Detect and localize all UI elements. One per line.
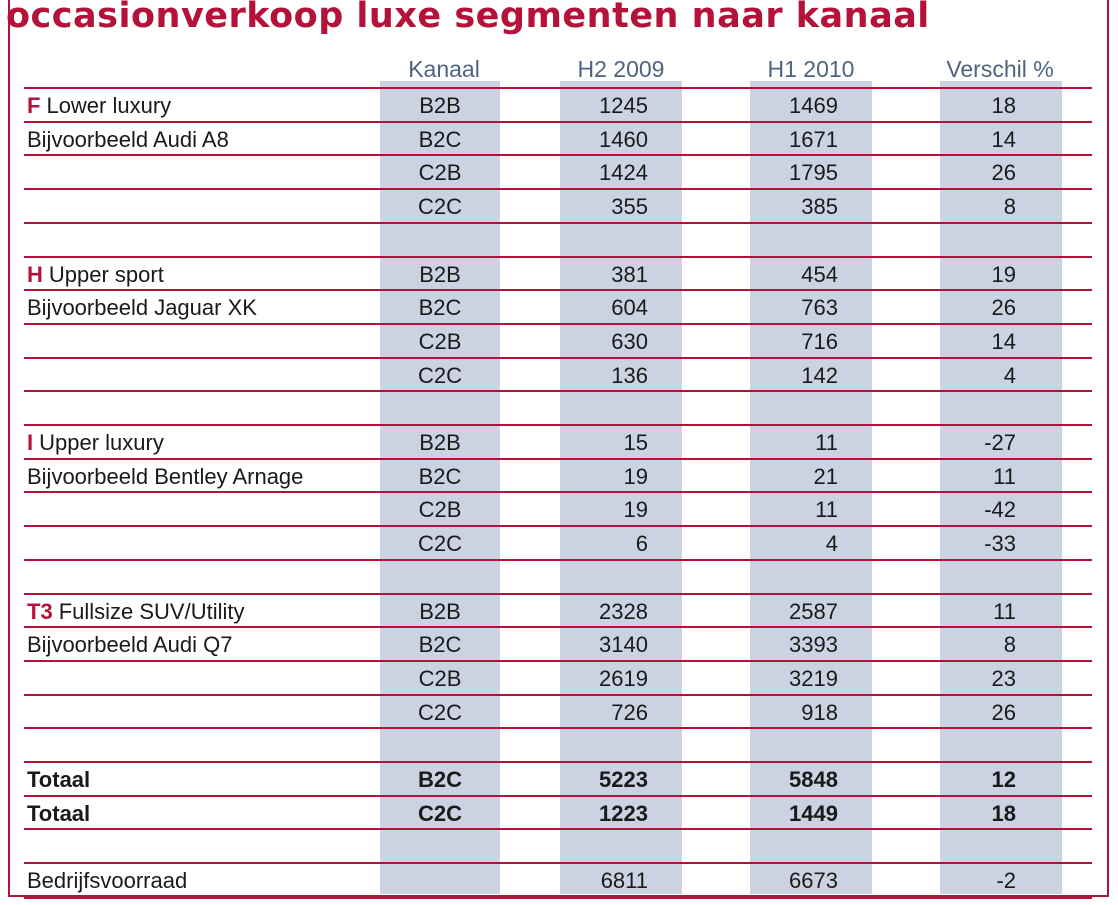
kanaal-cell: B2C [418, 295, 462, 320]
row-label: Upper sport [48, 262, 164, 287]
h2-2009-cell: 19 [623, 464, 648, 489]
table-row [24, 87, 1092, 122]
h2-2009-cell: 2619 [599, 666, 648, 691]
verschil-cell: 8 [1003, 194, 1016, 219]
row-label: Totaal [27, 767, 91, 792]
table-row [24, 491, 1092, 526]
table-row [24, 256, 1092, 291]
segment-code: I [27, 430, 34, 455]
table-row [24, 593, 1092, 628]
kanaal-cell: B2B [419, 599, 461, 624]
kanaal-cell: C2B [418, 160, 462, 185]
table-row [24, 761, 1092, 796]
h2-2009-cell: 630 [611, 329, 648, 354]
kanaal-cell: B2C [418, 127, 462, 152]
h1-2010-cell: 21 [813, 464, 838, 489]
kanaal-cell: C2B [418, 666, 462, 691]
table-row [24, 424, 1092, 459]
table-row [24, 727, 1092, 762]
table-row [24, 458, 1092, 493]
h2-2009-cell: 1424 [599, 160, 648, 185]
row-label: Bijvoorbeeld Audi Q7 [27, 632, 233, 657]
segment-code: T3 [27, 599, 53, 624]
h1-2010-cell: 1449 [789, 801, 838, 826]
h2-2009-cell: 6 [635, 531, 648, 556]
verschil-cell: -27 [984, 430, 1016, 455]
verschil-cell: -33 [984, 531, 1016, 556]
table-row [24, 525, 1092, 560]
h2-2009-cell: 726 [611, 700, 648, 725]
verschil-cell: -42 [984, 497, 1016, 522]
verschil-cell: 19 [991, 262, 1016, 287]
table-row [24, 222, 1092, 257]
h1-2010-cell: 763 [801, 295, 838, 320]
verschil-cell: 11 [993, 464, 1016, 489]
kanaal-cell: B2C [417, 767, 462, 792]
table-row [24, 390, 1092, 425]
verschil-cell: 8 [1003, 632, 1016, 657]
table-row [24, 323, 1092, 358]
h1-2010-cell: 1671 [789, 127, 838, 152]
row-label: Totaal [27, 801, 91, 826]
h1-2010-cell: 918 [801, 700, 838, 725]
h1-2010-cell: 385 [801, 194, 838, 219]
table-row [24, 694, 1092, 729]
h2-2009-cell: 604 [611, 295, 648, 320]
h1-2010-cell: 1795 [789, 160, 838, 185]
h2-2009-cell: 1245 [599, 93, 648, 118]
h1-2010-cell: 4 [825, 531, 838, 556]
row-label: Fullsize SUV/Utility [58, 599, 245, 624]
row-label-cell [27, 293, 257, 323]
table-row [24, 559, 1092, 594]
kanaal-cell: B2B [419, 430, 461, 455]
h2-2009-cell: 381 [611, 262, 648, 287]
row-label-cell [27, 91, 171, 121]
row-label-cell [27, 260, 164, 290]
kanaal-cell: C2C [417, 363, 462, 388]
verschil-cell: 26 [991, 295, 1016, 320]
table-row [24, 795, 1092, 830]
verschil-cell: 26 [991, 700, 1016, 725]
row-label-cell [27, 462, 303, 492]
h1-2010-cell: 5848 [789, 767, 838, 792]
row-label-cell [27, 765, 90, 795]
row-label: Bijvoorbeeld Audi A8 [27, 127, 229, 152]
h1-2010-cell: 3219 [789, 666, 838, 691]
h1-2010-cell: 142 [801, 363, 838, 388]
h1-2010-cell: 454 [801, 262, 838, 287]
kanaal-cell: C2C [417, 194, 462, 219]
verschil-cell: 26 [991, 160, 1016, 185]
table-row [24, 862, 1092, 899]
h2-2009-cell: 6811 [600, 868, 648, 893]
h1-2010-cell: 11 [815, 430, 838, 455]
h2-2009-cell: 136 [611, 363, 648, 388]
row-label-cell [27, 428, 164, 458]
kanaal-cell: C2B [418, 497, 462, 522]
segment-code: H [27, 262, 43, 287]
table-row [24, 660, 1092, 695]
table-row [24, 626, 1092, 661]
table-row [24, 121, 1092, 156]
verschil-cell: 14 [991, 329, 1016, 354]
row-label: Bijvoorbeeld Bentley Arnage [27, 464, 304, 489]
kanaal-cell: C2C [417, 801, 462, 826]
verschil-cell: 18 [991, 93, 1016, 118]
row-label-cell [27, 597, 245, 627]
segment-code: F [27, 93, 41, 118]
column-header-h1-2010: H1 2010 [767, 56, 855, 82]
h2-2009-cell: 3140 [599, 632, 648, 657]
h2-2009-cell: 19 [623, 497, 648, 522]
h2-2009-cell: 1223 [599, 801, 648, 826]
row-label: Upper luxury [39, 430, 164, 455]
h1-2010-cell: 716 [801, 329, 838, 354]
column-header-verschil: Verschil % [946, 56, 1054, 82]
kanaal-cell: C2C [417, 531, 462, 556]
kanaal-cell: C2C [417, 700, 462, 725]
verschil-cell: -2 [996, 868, 1016, 893]
h1-2010-cell: 3393 [789, 632, 838, 657]
kanaal-cell: B2B [419, 93, 461, 118]
h1-2010-cell: 1469 [789, 93, 838, 118]
verschil-cell: 12 [991, 767, 1016, 792]
verschil-cell: 23 [991, 666, 1016, 691]
table-row [24, 357, 1092, 392]
row-label-cell [27, 866, 187, 896]
verschil-cell: 18 [991, 801, 1016, 826]
row-label-cell [27, 799, 90, 829]
h2-2009-cell: 5223 [599, 767, 648, 792]
table-row [24, 828, 1092, 863]
h1-2010-cell: 6673 [789, 868, 838, 893]
row-label-cell [27, 125, 229, 155]
h2-2009-cell: 2328 [599, 599, 648, 624]
page-title: occasionverkoop luxe segmenten naar kanaal [6, 0, 930, 36]
row-label: Lower luxury [46, 93, 172, 118]
h2-2009-cell: 355 [611, 194, 648, 219]
kanaal-cell: B2C [418, 632, 462, 657]
table-row [24, 188, 1092, 223]
kanaal-cell: B2C [418, 464, 462, 489]
table-row [24, 289, 1092, 324]
h1-2010-cell: 2587 [789, 599, 838, 624]
row-label-cell [27, 630, 232, 660]
h1-2010-cell: 11 [815, 497, 838, 522]
table-row [24, 154, 1092, 189]
kanaal-cell: C2B [418, 329, 462, 354]
verschil-cell: 14 [991, 127, 1016, 152]
column-header-h2-2009: H2 2009 [577, 56, 665, 82]
column-header-kanaal: Kanaal [408, 56, 480, 82]
row-label: Bedrijfsvoorraad [27, 868, 188, 893]
verschil-cell: 11 [993, 599, 1016, 624]
h2-2009-cell: 15 [623, 430, 648, 455]
kanaal-cell: B2B [419, 262, 461, 287]
verschil-cell: 4 [1003, 363, 1016, 388]
h2-2009-cell: 1460 [599, 127, 648, 152]
row-label: Bijvoorbeeld Jaguar XK [27, 295, 257, 320]
